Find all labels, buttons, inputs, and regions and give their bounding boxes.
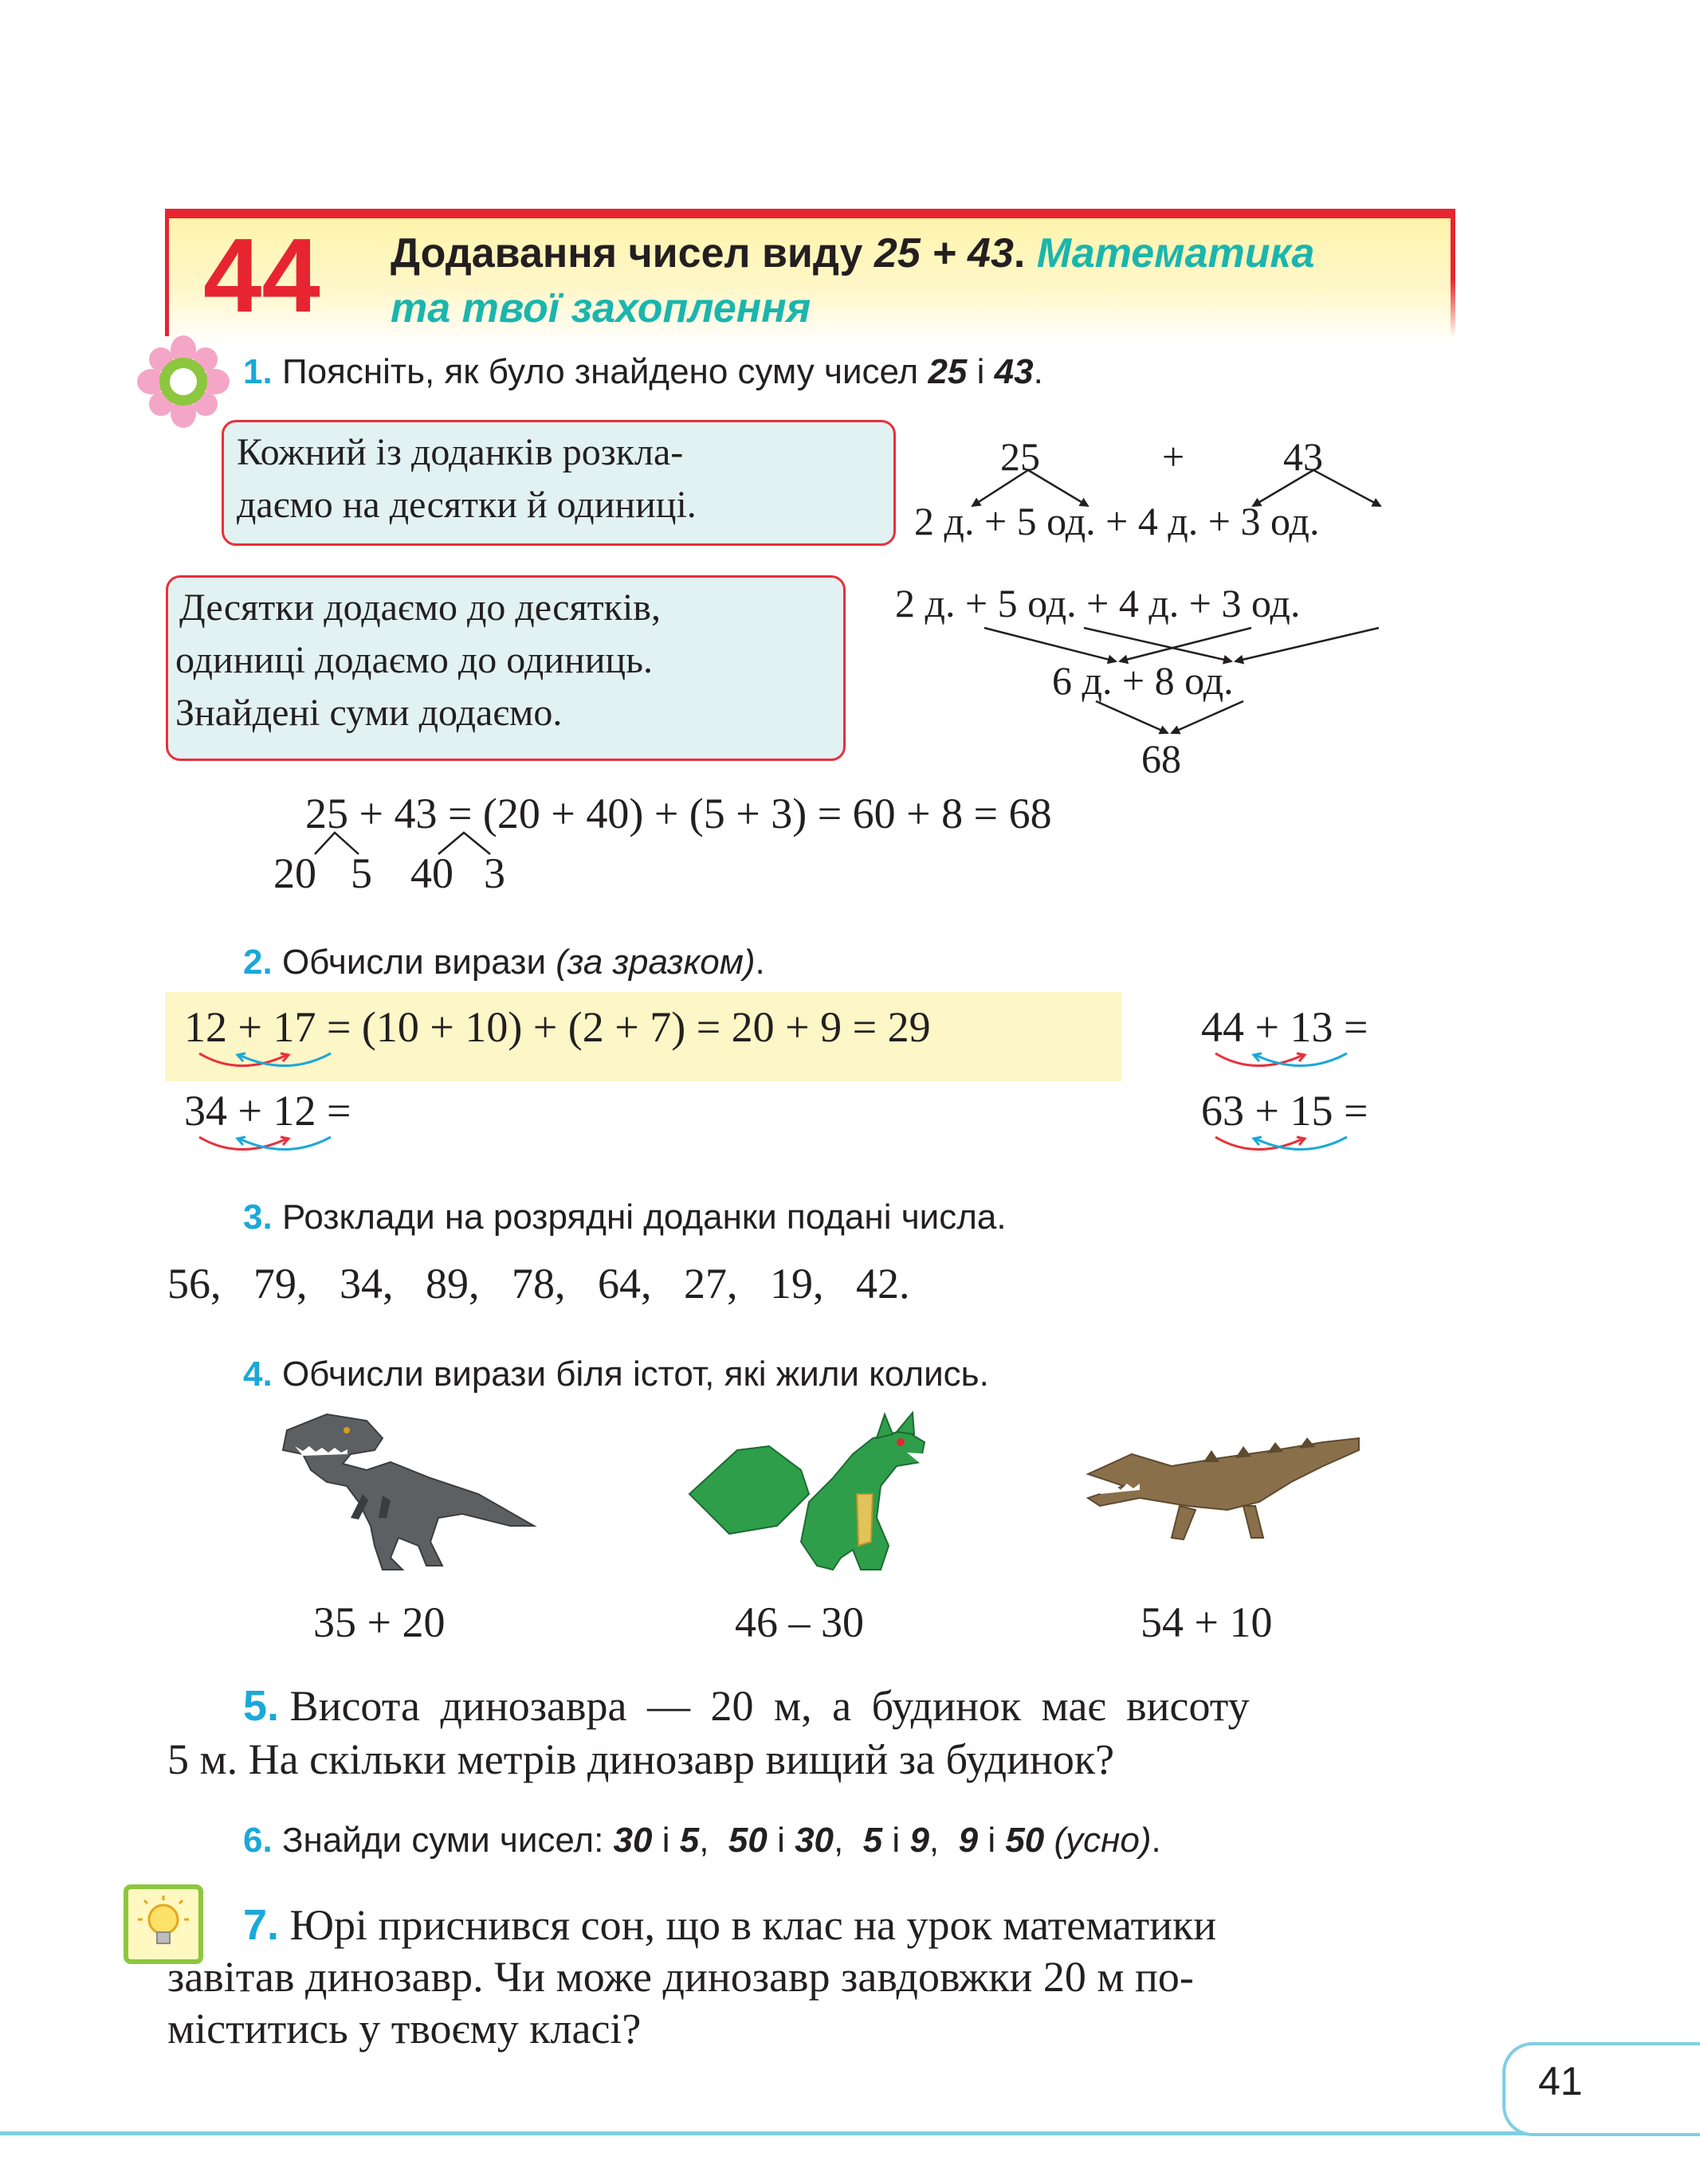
split-5: 5 (351, 849, 372, 897)
hint-box-2-line-2: одиниці додаємо до одиниць. (175, 639, 653, 681)
split-3: 3 (484, 849, 505, 897)
expression-dinosaur: 35 + 20 (313, 1598, 446, 1646)
flower-icon (135, 335, 231, 429)
page-bottom-line (0, 2131, 1700, 2135)
task-2-instruction: 2. Обчисли вирази (за зразком). (243, 943, 765, 982)
lesson-title: Додавання чисел виду 25 + 43. Математика (391, 230, 1315, 276)
decomposition-result: 68 (1141, 736, 1181, 781)
place-value-arrows-3 (191, 1129, 343, 1163)
task-4-instruction: 4. Обчисли вирази біля істот, які жили колись. (243, 1355, 989, 1394)
task-5-line-1: 5. Висота динозавра — 20 м, а будинок має висоту (243, 1682, 1250, 1730)
place-value-arrows-1 (191, 1045, 343, 1079)
expression-44-13: 44 + 13 = (1201, 1003, 1368, 1051)
split-40: 40 (410, 849, 453, 897)
hint-box-2-line-1: Десятки додаємо до десятків, (179, 586, 661, 629)
task-5-line-2: 5 м. На скільки метрів динозавр вищий за будинок? (167, 1735, 1115, 1783)
addend-25: 25 (1000, 434, 1040, 479)
task-6-instruction: 6. Знайди суми чисел: 30 і 5, 50 і 30, 5 і 9, 9 і 50 (усно). (243, 1821, 1161, 1860)
decomposition-row-1: 2 д. + 5 од. + 4 д. + 3 од. (914, 499, 1320, 543)
expression-crocodile: 54 + 10 (1141, 1598, 1273, 1646)
tyrannosaurus-image (271, 1406, 542, 1578)
split-20: 20 (273, 849, 316, 897)
expression-63-15: 63 + 15 = (1201, 1087, 1368, 1135)
task-1-instruction: 1. Поясніть, як було знайдено суму чисел 25 і 43. (243, 352, 1043, 391)
expression-34-12: 34 + 12 = (184, 1087, 351, 1135)
crocodile-image (1084, 1426, 1363, 1566)
decomposition-row-3: 6 д. + 8 од. (1052, 658, 1234, 703)
header-left-border (165, 209, 169, 336)
decomposition-row-2: 2 д. + 5 од. + 4 д. + 3 од. (895, 581, 1301, 625)
lesson-title-line2: та твої захоплення (391, 285, 811, 331)
place-value-arrows-2 (1207, 1045, 1359, 1079)
expression-dragon: 46 – 30 (735, 1598, 864, 1646)
page-number: 41 (1538, 2059, 1583, 2104)
lesson-number: 44 (203, 217, 320, 334)
dragon-image (681, 1406, 952, 1582)
place-value-arrows-4 (1207, 1129, 1359, 1163)
page-number-tab (1502, 2042, 1700, 2136)
task-3-numbers: 56, 79, 34, 89, 78, 64, 27, 19, 42. (167, 1260, 910, 1308)
hint-box-2-line-3: Знайдені суми додаємо. (175, 692, 563, 734)
header-right-border (1451, 209, 1455, 336)
example-expression: 12 + 17 = (10 + 10) + (2 + 7) = 20 + 9 = 29 (184, 1003, 931, 1051)
task-7-line-1: 7. Юрі приснився сон, що в клас на урок математики (243, 1901, 1217, 1949)
hint-box-1-line-1: Кожний із доданків розкла- (237, 431, 684, 473)
addend-43: 43 (1283, 434, 1323, 479)
task-7-line-3: міститись у твоєму класі? (167, 2005, 642, 2053)
task-7-line-2: завітав динозавр. Чи може динозавр завдовжки 20 м по- (167, 1953, 1194, 2001)
task-3-instruction: 3. Розклади на розрядні доданки подані числа. (243, 1198, 1007, 1237)
plus-sign: + (1162, 434, 1185, 479)
task-1-equation: 25 + 43 = (20 + 40) + (5 + 3) = 60 + 8 = 68 (305, 790, 1052, 837)
hint-box-1-line-2: даємо на десятки й одиниці. (237, 484, 697, 526)
